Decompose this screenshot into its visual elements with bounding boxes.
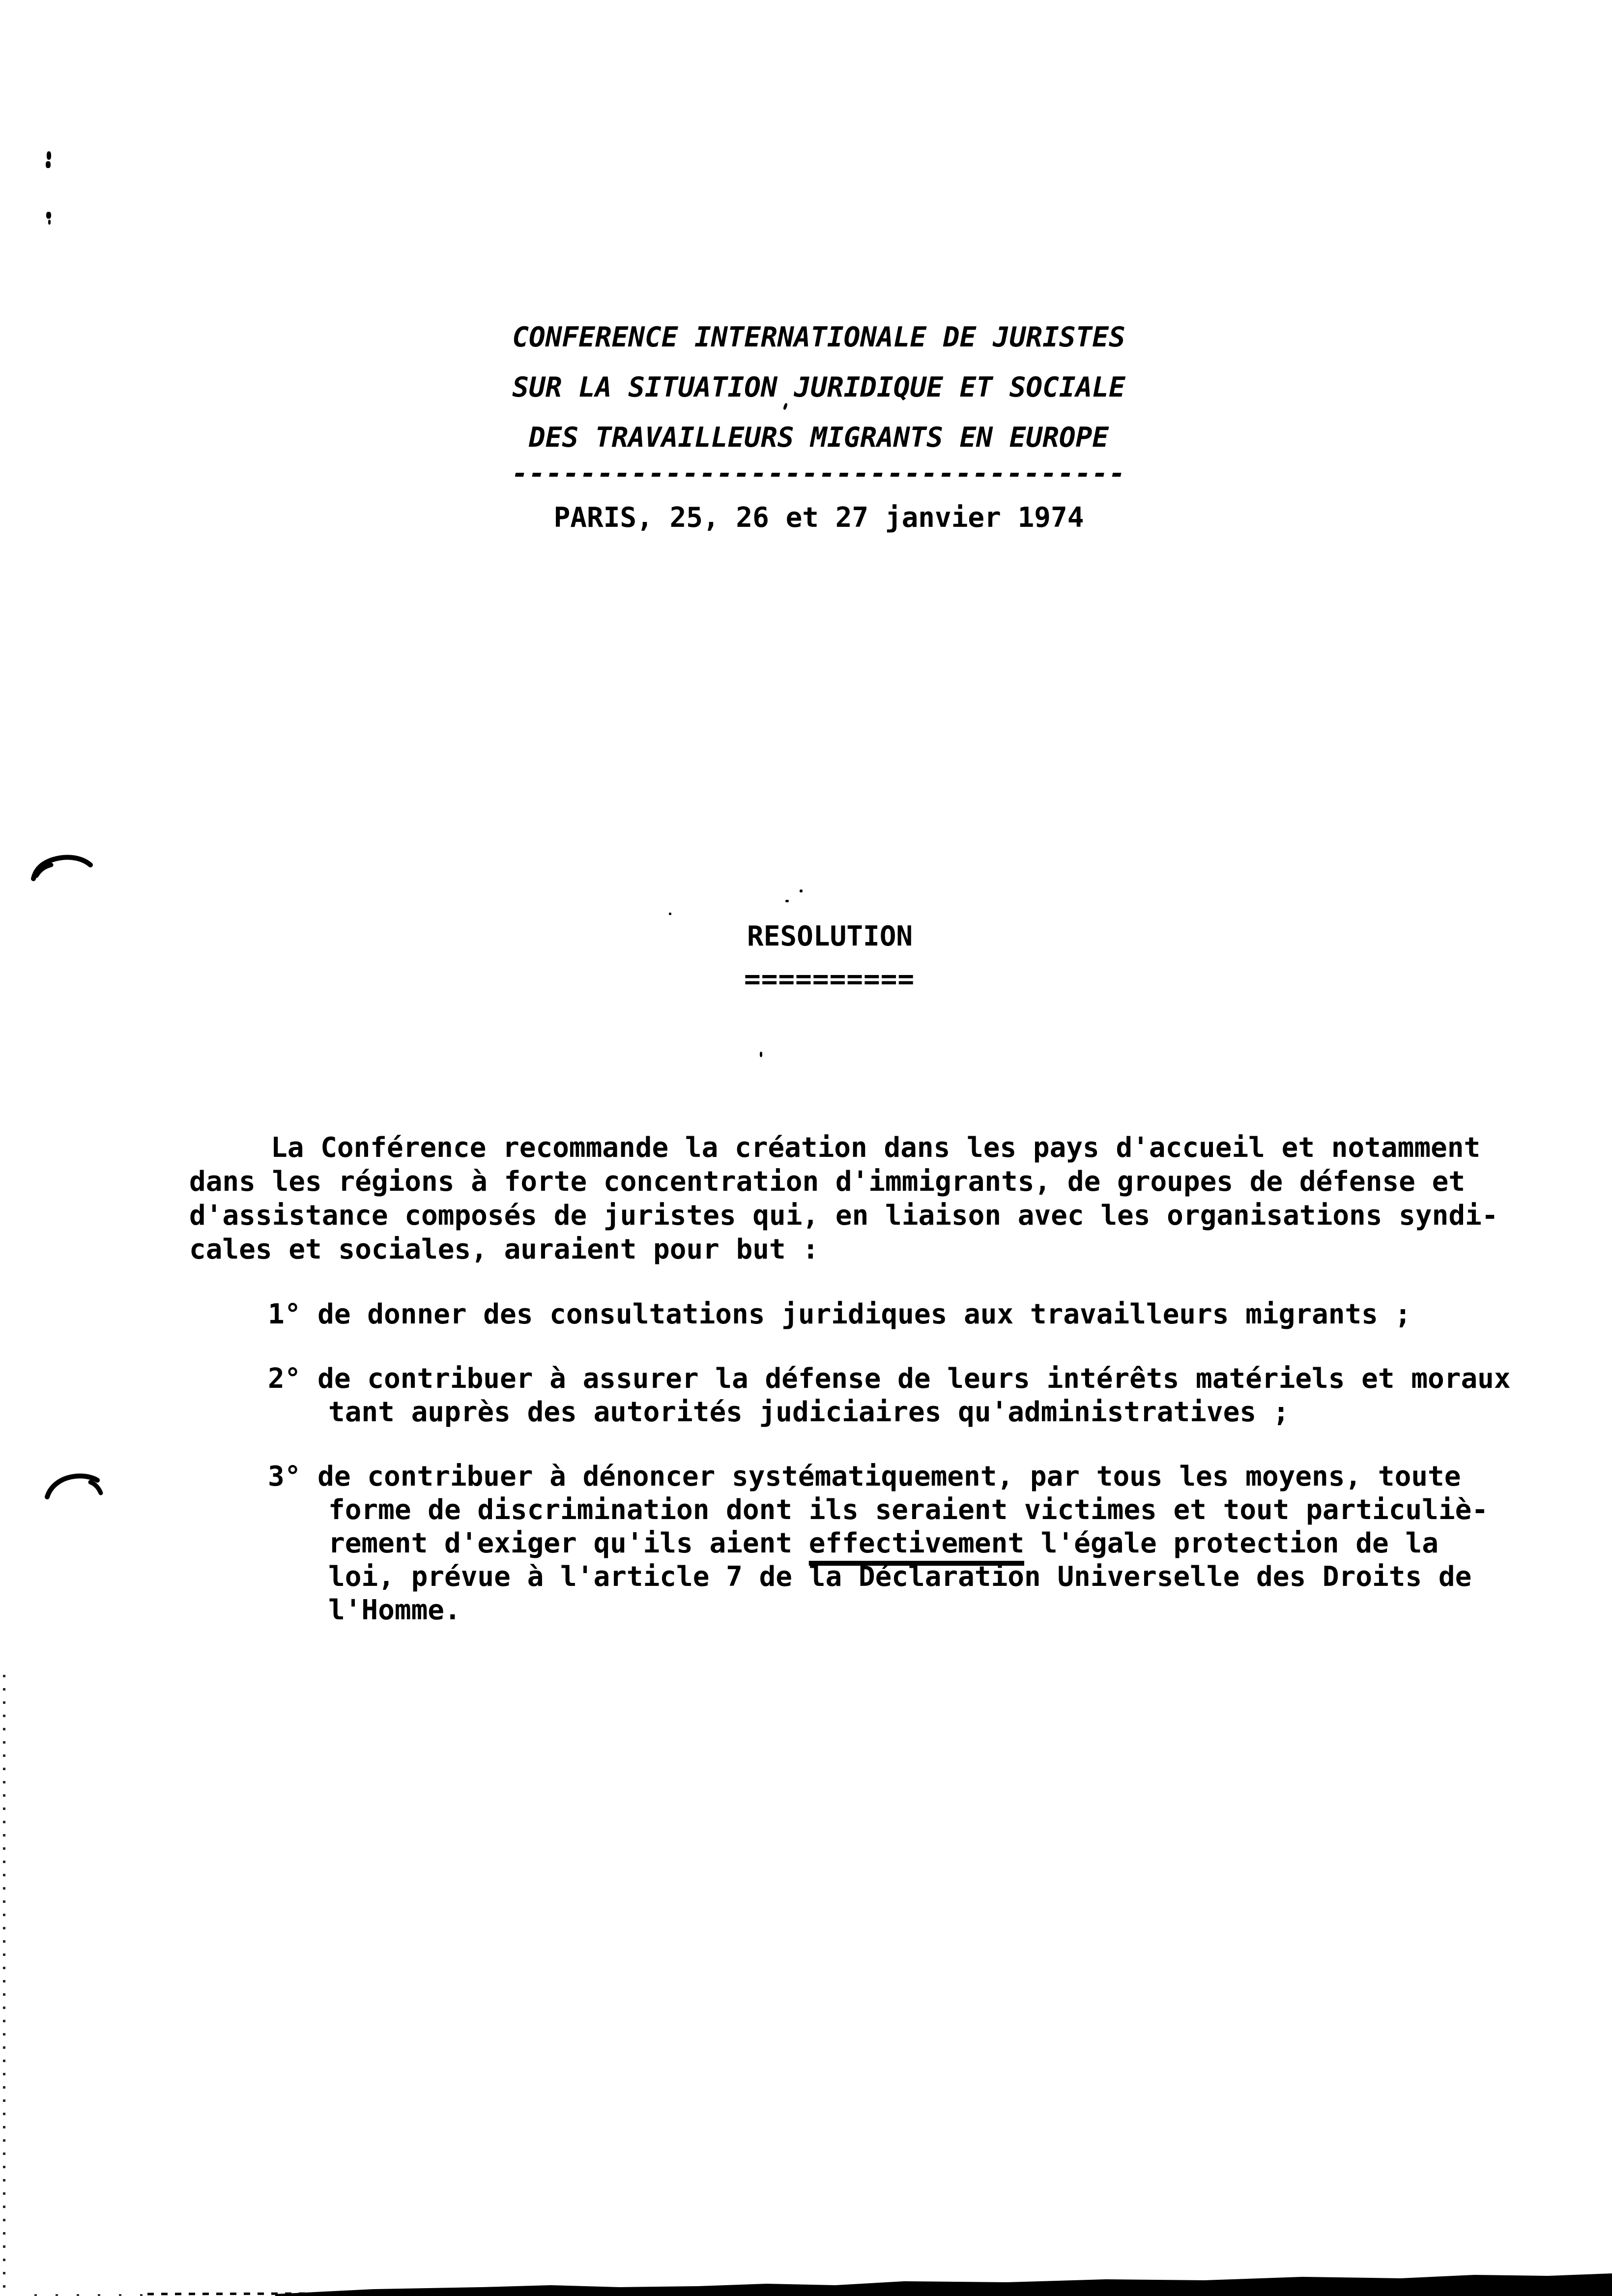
item-2-line-2: tant auprès des autorités judiciaires qu'administratives ; xyxy=(328,1396,1290,1428)
margin-speck xyxy=(46,212,51,219)
title-dashed-underline: ------------------------------------ xyxy=(512,458,1126,489)
margin-speck xyxy=(48,220,51,225)
title-line-2: SUR LA SITUATION JURIDIQUE ET SOCIALE xyxy=(512,372,1125,403)
intro-paragraph xyxy=(189,1131,1546,1266)
item-3-number: 3° xyxy=(268,1461,301,1492)
handwritten-arc-mark xyxy=(29,853,97,884)
intro-line-1: La Conférence recommande la création dans les pays d'accueil et notamment xyxy=(271,1132,1481,1164)
item-2-number: 2° xyxy=(268,1363,301,1395)
intro-line-4: cales et sociales, auraient pour but : xyxy=(189,1234,819,1265)
item-3-line-1: 3° de contribuer à dénoncer systématiquement, par tous les moyens, toute xyxy=(268,1461,1461,1492)
dust-speck xyxy=(785,900,789,902)
page-bottom-scan-edge xyxy=(0,2272,1612,2296)
scan-noise-column xyxy=(3,1675,5,2288)
intro-line-3: d'assistance composés de juristes qui, en liaison avec les organisations syndi- xyxy=(189,1200,1498,1232)
date-line: PARIS, 25, 26 et 27 janvier 1974 xyxy=(553,502,1084,534)
intro-line-2: dans les régions à forte concentration d'immigrants, de groupes de défense et xyxy=(189,1166,1466,1198)
dust-speck xyxy=(669,913,671,915)
title-line-1: CONFERENCE INTERNATIONALE DE JURISTES xyxy=(512,321,1125,353)
item-2-line-1: 2° de contribuer à assurer la défense de leurs intérêts matériels et moraux xyxy=(268,1363,1511,1395)
item-3-line-2: forme de discrimination dont ils seraient victimes et tout particuliè- xyxy=(328,1494,1489,1526)
margin-speck xyxy=(47,151,51,160)
resolution-item-3 xyxy=(268,1460,1488,1627)
margin-speck xyxy=(46,161,51,168)
item-3-line-4: loi, prévue à l'article 7 de la Déclaration Universelle des Droits de xyxy=(328,1561,1472,1593)
handwritten-arc-mark xyxy=(43,1470,110,1501)
section-title: RESOLUTION xyxy=(747,920,913,952)
resolution-item-1 xyxy=(268,1298,1411,1331)
item-3-line-3: rement d'exiger qu'ils aient effectivement l'égale protection de la xyxy=(328,1527,1439,1559)
dust-speck xyxy=(800,890,803,892)
item-3-line-5: l'Homme. xyxy=(328,1594,461,1626)
section-title-underline: ========== xyxy=(744,963,915,995)
title-line-3: DES TRAVAILLEURS MIGRANTS EN EUROPE xyxy=(528,422,1109,454)
item-1-number: 1° xyxy=(268,1298,301,1330)
item-1-line-1: 1° de donner des consultations juridiques aux travailleurs migrants ; xyxy=(268,1298,1411,1330)
resolution-item-2 xyxy=(268,1362,1511,1429)
underlined-word: effectivement xyxy=(808,1527,1025,1559)
dust-speck xyxy=(760,1052,762,1057)
